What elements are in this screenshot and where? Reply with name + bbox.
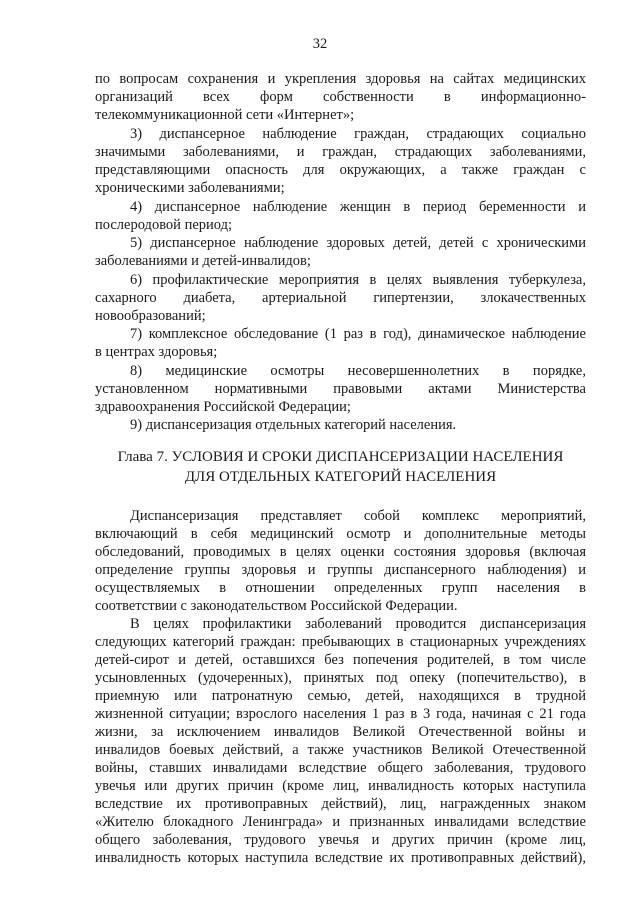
list-item-4: 4) диспансерное наблюдение женщин в период беременности и bbox=[130, 199, 586, 215]
paragraph-line: В целях профилактики заболеваний проводится диспансеризация bbox=[130, 616, 586, 632]
paragraph-line: осуществляемых в отношении определенных групп населения в bbox=[95, 580, 586, 596]
paragraph-line: жизненной ситуации; взрослого населения 1 раз в 3 года, начиная с 21 года bbox=[95, 706, 586, 722]
paragraph-line: следующих категорий граждан: пребывающих в стационарных учреждениях bbox=[95, 634, 586, 650]
paragraph-line: определение группы здоровья и группы диспансерного наблюдения) и bbox=[95, 562, 586, 578]
text-line: представляющими опасность для окружающих, а также граждан с bbox=[95, 162, 586, 178]
paragraph-line: увечья или других причин (кроме лиц, инвалидность которых наступила bbox=[95, 778, 586, 794]
paragraph-line: соответствии с законодательством Российской Федерации. bbox=[95, 598, 458, 614]
paragraph-line: вследствие их противоправных действий), лиц, награжденных знаком bbox=[95, 796, 586, 812]
paragraph-line: усыновленных (удочеренных), принятых под опеку (попечительство), в bbox=[95, 670, 586, 686]
list-item-7: 7) комплексное обследование (1 раз в год), динамическое наблюдение bbox=[130, 326, 586, 342]
text-line: послеродовой период; bbox=[95, 217, 233, 233]
paragraph-line: общего заболевания, трудового увечья и других причин (кроме лиц, bbox=[95, 832, 586, 848]
list-item-6: 6) профилактические мероприятия в целях выявления туберкулеза, bbox=[130, 272, 586, 288]
page-number: 32 bbox=[312, 36, 328, 52]
text-line: значимыми заболеваниями, и граждан, страдающих заболеваниями, bbox=[95, 144, 586, 160]
text-line: здравоохранения Российской Федерации; bbox=[95, 399, 351, 415]
chapter-heading-line-1: Глава 7. УСЛОВИЯ И СРОКИ ДИСПАНСЕРИЗАЦИИ НАСЕЛЕНИЯ bbox=[117, 449, 564, 465]
paragraph-line: инвалидов боевых действий, а также участников Великой Отечественной bbox=[95, 742, 586, 758]
chapter-heading-line-2: ДЛЯ ОТДЕЛЬНЫХ КАТЕГОРИЙ НАСЕЛЕНИЯ bbox=[184, 469, 497, 485]
text-line: организаций всех форм собственности в информационно- bbox=[95, 89, 586, 105]
list-item-9: 9) диспансеризация отдельных категорий населения. bbox=[130, 417, 457, 433]
text-line: новообразований; bbox=[95, 308, 206, 324]
paragraph-line: включающий в себя медицинский осмотр и дополнительные методы bbox=[95, 526, 586, 542]
text-line: установленном нормативными правовыми актами Министерства bbox=[95, 381, 586, 397]
paragraph-line: жизни, за исключением инвалидов Великой Отечественной войны и bbox=[95, 724, 586, 740]
list-item-8: 8) медицинские осмотры несовершеннолетних в порядке, bbox=[130, 363, 586, 379]
text-line: хроническими заболеваниями; bbox=[95, 180, 285, 196]
paragraph-line: детей-сирот и детей, оставшихся без попечения родителей, в том числе bbox=[95, 652, 586, 668]
paragraph-line: приемную или патронатную семью, детей, находящихся в трудной bbox=[95, 688, 586, 704]
paragraph-line: Диспансеризация представляет собой комплекс мероприятий, bbox=[130, 508, 586, 524]
text-line: заболеваниями и детей-инвалидов; bbox=[95, 253, 311, 269]
text-line: сахарного диабета, артериальной гипертензии, злокачественных bbox=[95, 290, 586, 306]
paragraph-line: инвалидность которых наступила вследствие их противоправных действий), bbox=[95, 850, 586, 866]
paragraph-line: «Жителю блокадного Ленинграда» и признанных инвалидами вследствие bbox=[95, 814, 586, 830]
text-line: по вопросам сохранения и укрепления здоровья на сайтах медицинских bbox=[95, 71, 586, 87]
list-item-5: 5) диспансерное наблюдение здоровых детей, детей с хроническими bbox=[130, 235, 586, 251]
list-item-3: 3) диспансерное наблюдение граждан, страдающих социально bbox=[130, 126, 586, 142]
text-line: в центрах здоровья; bbox=[95, 344, 218, 360]
paragraph-line: войны, ставших инвалидами вследствие общего заболевания, трудового bbox=[95, 760, 586, 776]
text-line: телекоммуникационной сети «Интернет»; bbox=[95, 107, 355, 123]
paragraph-line: обследований, проводимых в целях оценки состояния здоровья (включая bbox=[95, 544, 586, 560]
